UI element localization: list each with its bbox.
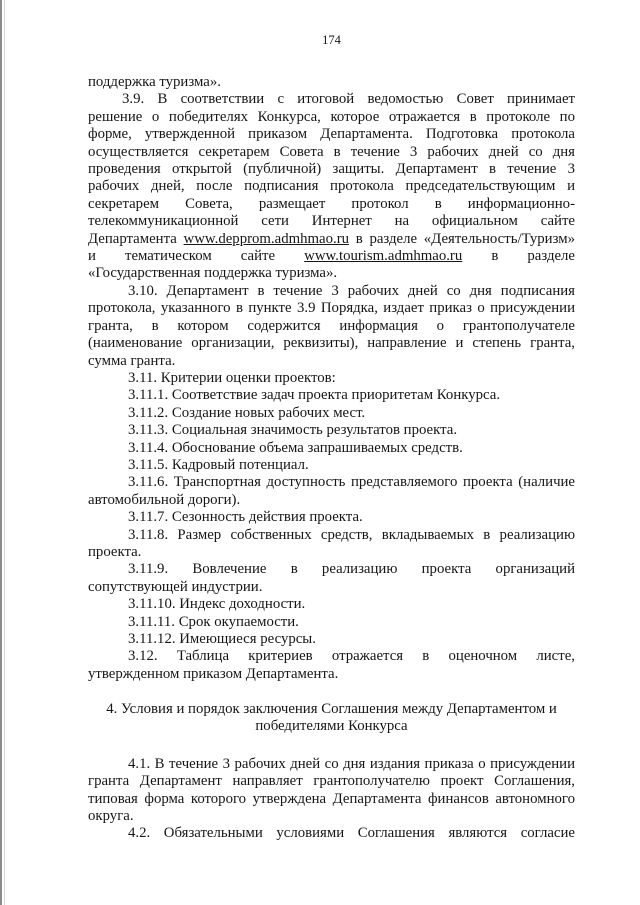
text-line: 3.11.4. Обоснование объема запрашиваемых средств. bbox=[128, 439, 463, 456]
text-segment: в разделе «Деятельность/Туризм» bbox=[349, 230, 575, 247]
text-line: 3.11.5. Кадровый потенциал. bbox=[128, 456, 309, 473]
text-line: 4.1. В течение 3 рабочих дней со дня издания приказа о присуждении bbox=[128, 755, 575, 772]
text-line: утвержденном приказом Департамента. bbox=[88, 665, 339, 682]
text-line: решение о победителях Конкурса, которое отражается в протоколе по bbox=[88, 108, 575, 125]
criterion-item bbox=[88, 596, 575, 613]
text-line: 3.11.3. Социальная значимость результатов проекта. bbox=[128, 422, 458, 439]
text-line: 3.11.12. Имеющиеся ресурсы. bbox=[128, 631, 316, 647]
text-line: 3.12. Таблица критериев отражается в оценочном листе, bbox=[128, 648, 575, 665]
text-line: рабочих дней, после подписания протокола председательствующим и bbox=[88, 178, 575, 195]
criterion-item bbox=[88, 527, 575, 562]
text-line: гранта Департамент направляет грантополучателю проект Соглашения, bbox=[88, 773, 575, 790]
text-line: «Государственная поддержка туризма». bbox=[88, 265, 338, 282]
text-line: телекоммуникационной сети Интернет на официальном сайте bbox=[88, 213, 575, 230]
paragraph-3-9 bbox=[88, 91, 575, 282]
criterion-item bbox=[88, 440, 575, 457]
paragraph-4-2 bbox=[88, 825, 575, 842]
text-line: поддержка туризма». bbox=[88, 74, 221, 90]
criterion-item bbox=[88, 457, 575, 474]
text-line: гранта, в котором содержится информация о грантополучателе bbox=[88, 317, 575, 334]
text-line: 3.11.11. Срок окупаемости. bbox=[128, 613, 299, 630]
criterion-item bbox=[88, 474, 575, 509]
criterion-item bbox=[88, 614, 575, 631]
text-segment: Департамента bbox=[88, 230, 184, 247]
text-line: 3.11.8. Размер собственных средств, вкладываемых в реализацию bbox=[128, 526, 575, 543]
text-line: 3.9. В соответствии с итоговой ведомостью Совет принимает bbox=[122, 91, 575, 108]
text-line: автомобильной дороги). bbox=[88, 491, 241, 508]
criterion-item bbox=[88, 387, 575, 404]
text-line bbox=[88, 231, 575, 248]
heading-line: 4. Условия и порядок заключения Соглашения между Департаментом и bbox=[106, 700, 557, 717]
text-column bbox=[88, 74, 575, 843]
text-line: 3.11.6. Транспортная доступность представляемого проекта (наличие bbox=[128, 474, 575, 491]
text-line: округа. bbox=[88, 807, 134, 824]
text-segment: и тематическом сайте bbox=[88, 248, 305, 265]
scan-edge bbox=[0, 0, 2, 905]
text-line: 3.11.10. Индекс доходности. bbox=[128, 596, 306, 613]
text-line: 3.11.7. Сезонность действия проекта. bbox=[128, 509, 363, 526]
text-line: проекта. bbox=[88, 543, 142, 560]
text-line: осуществляется секретарем Совета в течение 3 рабочих дней со дня bbox=[88, 143, 575, 160]
criterion-item bbox=[88, 631, 575, 648]
text-line: секретарем Совета, размещает протокол в информационно- bbox=[88, 195, 575, 212]
text-line: 3.11.1. Соответствие задач проекта приоритетам Конкурса. bbox=[128, 387, 501, 404]
text-line: сопутствующей индустрии. bbox=[88, 578, 263, 595]
text-segment: в разделе bbox=[462, 248, 576, 265]
page-number: 174 bbox=[322, 33, 341, 47]
text-line: 3.11.9. Вовлечение в реализацию проекта организаций bbox=[128, 561, 575, 578]
website-url: www.depprom.admhmao.ru bbox=[183, 230, 350, 247]
scan-edge-shadow bbox=[4, 0, 5, 905]
text-line: проведения открытой (публичной) защиты. Департамент в течение 3 bbox=[88, 161, 575, 178]
text-line: сумма гранта. bbox=[88, 352, 176, 369]
paragraph-3-10 bbox=[88, 283, 575, 370]
criteria-list bbox=[88, 387, 575, 648]
paragraph-3-12 bbox=[88, 648, 575, 683]
text-line: форме, утвержденной приказом Департамента. Подготовка протокола bbox=[88, 126, 575, 143]
text-line: протокола, указанного в пункте 3.9 Порядка, издает приказ о присуждении bbox=[88, 300, 575, 317]
heading-line: победителями Конкурса bbox=[255, 718, 408, 735]
paragraph-continuation bbox=[88, 74, 575, 91]
criterion-item bbox=[88, 422, 575, 439]
text-line: 3.11.2. Создание новых рабочих мест. bbox=[128, 404, 366, 421]
paragraph-4-1 bbox=[88, 756, 575, 826]
section-heading-4 bbox=[88, 701, 575, 736]
criterion-item bbox=[88, 405, 575, 422]
criterion-item bbox=[88, 561, 575, 596]
text-line: 4.2. Обязательными условиями Соглашения являются согласие bbox=[128, 825, 575, 842]
text-line: (наименование организации, реквизиты), направление и степень гранта, bbox=[88, 335, 575, 352]
text-line: 3.11. Критерии оценки проектов: bbox=[128, 369, 336, 386]
criterion-item bbox=[88, 509, 575, 526]
website-url: www.tourism.admhmao.ru bbox=[304, 248, 463, 265]
text-line: типовая форма которого утверждена Департамента финансов автономного bbox=[88, 790, 575, 807]
text-line: 3.10. Департамент в течение 3 рабочих дней со дня подписания bbox=[128, 282, 575, 299]
text-line bbox=[88, 248, 575, 265]
paragraph-3-11 bbox=[88, 370, 575, 387]
